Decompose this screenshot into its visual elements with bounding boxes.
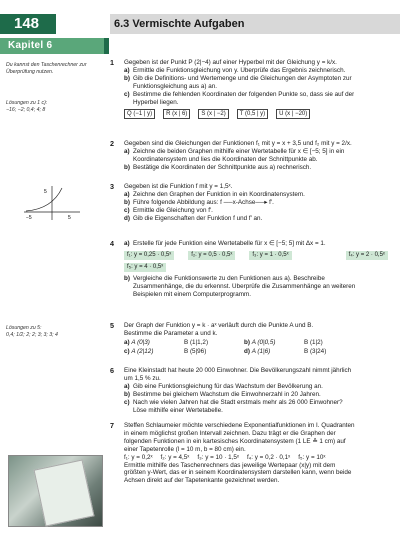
point-box: R (x | 6) — [163, 109, 190, 119]
page-header — [0, 0, 400, 36]
task-intro: Gegeben sind die Gleichungen der Funktionen f₁ mit y = x + 3,5 und f₂ mit y = 2/x. — [124, 140, 352, 147]
solutions-1c: −16; −2; 0,4; 4; 8 — [6, 107, 46, 113]
answer-row: a) A (0|3) B (1|1,2) b) A (0|0,5) B (1|2) — [124, 338, 323, 346]
subtask-a: Erstelle für jede Funktion eine Wertetabelle für x ∈ [−5; 5] mit Δx = 1. — [133, 240, 326, 247]
task-number: 6 — [110, 366, 114, 375]
task-text: größten y-Wert, das er in seinem Koordinatensystem darstellen kann, wenn beide — [124, 469, 352, 477]
task-6: 6 Eine Kleinstadt hat heute 20 000 Einwohner. Die Bevölkerungszahl nimmt jährlich um 1,5 % zu. a) Gib eine Funktionsgleichung für das Wachstum der Bevölkerung an. b) Bestimme bei gleichem Wachstum die Einwohnerzahl in 20 Jahren. c) Nach wie vielen Jahren hat die Stadt erstmals mehr als 26 000 Einwohner? Löse mithilfe einer Wertetabelle. — [110, 367, 398, 414]
task-number: 5 — [110, 321, 114, 330]
subtask-a: Zeichne den Graphen der Funktion in ein Koordinatensystem. — [133, 190, 305, 198]
coordinate-sketch — [22, 182, 82, 222]
subtask-b: Führe folgende Abbildung aus: f ──x-Achse──▸ f′. — [133, 198, 274, 206]
subtask-c-cont: Löse mithilfe einer Wertetabelle. — [133, 406, 223, 414]
subtask-b: Gib die Definitions- und Wertemenge und die Gleichungen der Asymptoten zur — [133, 74, 352, 82]
chapter-label: Kapitel 6 — [0, 38, 104, 54]
function-item: f₃: y = 10 · 1,5ˣ — [197, 453, 239, 461]
task-5 — [110, 322, 398, 356]
task-intro: Der Graph der Funktion y = k · aˣ verläuft durch die Punkte A und B. — [124, 322, 314, 329]
function-item: f₂: y = 4,5ˣ — [160, 453, 190, 461]
function-item: f₄: y = 0,2 · 0,1ˣ — [246, 453, 291, 461]
task-intro: Eine Kleinstadt hat heute 20 000 Einwohner. Die Bevölkerungszahl nimmt jährlich — [124, 367, 352, 374]
function-box: f₃: y = 1 · 0,5ˣ — [249, 251, 291, 260]
function-list — [124, 454, 398, 462]
task-text: einer Tapetenrolle (l = 10 m, b = 80 cm) ein. — [124, 445, 246, 453]
task-7 — [110, 422, 398, 485]
task-text: folgenden Funktionen in ein kartesisches Koordinatensystem (1 LE ≙ 1 cm) auf — [124, 437, 346, 445]
axis-label-minus5: −5 — [26, 215, 32, 221]
solutions-5: 0,4; 1/2; 2; 2; 3; 3; 3; 4 — [6, 332, 58, 338]
hint-calculator: Du kannst den Taschenrechner zur Überprüfung nutzen. — [6, 62, 87, 75]
chapter-accent-bar — [104, 38, 109, 54]
wallpaper-photo — [8, 455, 103, 527]
subtask-b: Bestimme bei gleichem Wachstum die Einwohnerzahl in 20 Jahren. — [133, 390, 321, 398]
subtask-b-cont: Funktionsgleichung aus a) an. — [133, 82, 218, 90]
subtask-a: Gib eine Funktionsgleichung für das Wachstum der Bevölkerung an. — [133, 382, 323, 390]
function-box: f₂: y = 0,5 · 0,5ˣ — [188, 251, 235, 260]
task-number: 2 — [110, 139, 114, 148]
solutions-1c-title: Lösungen zu 1 c): — [6, 100, 48, 106]
point-boxes — [124, 109, 398, 119]
function-item: f₁: y = 0,2ˣ — [124, 453, 153, 461]
task-intro: Gegeben ist die Funktion f mit y = 1,5ˣ. — [124, 183, 233, 190]
subtask-a: Ermittle die Funktionsgleichung von y. Überprüfe das Ergebnis zeichnerisch. — [133, 66, 346, 74]
task-number: 4 — [110, 239, 114, 248]
subtask-a: Zeichne die beiden Graphen mithilfe einer Wertetabelle für x ∈ [−5; 5] in ein — [133, 147, 345, 155]
function-boxes — [124, 251, 394, 272]
subtask-b-cont: Beispielen mit einem Computerprogramm. — [133, 290, 251, 298]
task-number: 3 — [110, 182, 114, 191]
answer-row: c) A (2|12) B (5|96) d) A (1|6) B (3|24) — [124, 347, 327, 355]
function-box: f₅: y = 4 · 0,5ˣ — [124, 263, 166, 272]
subtask-d: Gib die Eigenschaften der Funktion f und f′ an. — [133, 214, 263, 222]
subtask-b-cont: Zusammenhänge, die du erkennst. Überprüfe die Zusammenhänge an weiteren — [133, 282, 356, 290]
subtask-b: Bestätige die Koordinaten der Schnittpunkte aus a) rechnerisch. — [133, 163, 312, 171]
solutions-5-title: Lösungen zu 5: — [6, 325, 42, 331]
point-box: Q (−1 | y) — [124, 109, 155, 119]
task-intro-cont: Bestimme die Parameter a und k. — [124, 329, 218, 337]
task-text: Steffen Schlaumeier möchte verschiedene Exponentialfunktionen im I. Quadranten — [124, 422, 355, 429]
task-number: 7 — [110, 421, 114, 430]
axis-label-5: 5 — [44, 189, 47, 195]
subtask-b: Vergleiche die Funktionswerte zu den Funktionen aus a). Beschreibe — [133, 274, 325, 282]
page-number: 148 — [0, 14, 56, 34]
subtask-c: Ermittle die Gleichung von f′. — [133, 206, 213, 214]
function-box: f₁: y = 0,25 · 0,5ˣ — [124, 251, 174, 260]
task-4: 4 a) Erstelle für jede Funktion eine Wertetabelle für x ∈ [−5; 5] mit Δx = 1. f₁: y = 0,25 · 0,5ˣ f₂: y = 0,5 · 0,5ˣ f₃: y = 1 · 0,5ˣ f₄: y = 2 · 0,5ˣ f₅: y = 4 · 0,5ˣ b) Vergleiche die Funktionswerte zu den Funktionen aus a). Beschreibe Zusammenhänge, die du erkennst. Überprüfe die Zusammenhänge an weiteren Beispielen mit einem Computerprogramm. — [110, 240, 398, 299]
task-3: 3 Gegeben ist die Funktion f mit y = 1,5ˣ. a) Zeichne den Graphen der Funktion in ein Koordinatensystem. b) Führe folgende Abbildung aus: f ──x-Achse──▸ f′. c) Ermittle die Gleichung von f′. d) Gib die Eigenschaften der Funktion f und f′ an. — [110, 183, 398, 223]
subtask-c-cont: Hyperbel liegen. — [133, 98, 179, 106]
subtask-c: Bestimme die fehlenden Koordinaten der folgenden Punkte so, dass sie auf der — [133, 90, 355, 98]
task-text: Achsen direkt auf der Tapetenkante gezeichnet werden. — [124, 477, 280, 485]
function-box: f₄: y = 2 · 0,5ˣ — [346, 251, 388, 260]
task-2: 2 Gegeben sind die Gleichungen der Funktionen f₁ mit y = x + 3,5 und f₂ mit y = 2/x. a) Zeichne die beiden Graphen mithilfe einer Wertetabelle für x ∈ [−5; 5] in ein Koordinatensystem und lies die Koordinaten der Schnittpunkte ab. b) Bestätige die Koordinaten der Schnittpunkte aus a) rechnerisch. — [110, 140, 398, 172]
function-item: f₅: y = 10ˣ — [298, 453, 326, 461]
axis-label-5-x: 5 — [68, 215, 71, 221]
point-box: U (x | −20) — [276, 109, 310, 119]
task-intro: Gegeben ist der Punkt P (2|−4) auf einer Hyperbel mit der Gleichung y = k/x. — [124, 59, 337, 66]
point-box: S (x | −2) — [198, 109, 228, 119]
subtask-a-cont: Koordinatensystem und lies die Koordinaten der Schnittpunkte ab. — [133, 155, 318, 163]
task-1: 1 Gegeben ist der Punkt P (2|−4) auf einer Hyperbel mit der Gleichung y = k/x. a) Ermittle die Funktionsgleichung von y. Überprüfe das Ergebnis zeichnerisch. b) Gib die Definitions- und Wertemenge und die Gleichungen der Asymptoten zur Funktionsgleichung aus a) an. c) Bestimme die fehlenden Koordinaten der folgenden Punkte so, dass sie auf der Hyperbel liegen. Q (−1 | y) R (x | 6) S (x | −2) T (0,5 | y) U (x | −20) — [110, 59, 398, 121]
task-text: in einem möglichst großen Intervall zeichnen. Dazu trägt er die Graphen der — [124, 429, 336, 437]
subtask-c: Nach wie vielen Jahren hat die Stadt erstmals mehr als 26 000 Einwohner? — [133, 398, 343, 406]
section-title: 6.3 Vermischte Aufgaben — [110, 14, 400, 34]
point-box: T (0,5 | y) — [237, 109, 268, 119]
task-text: Ermittle mithilfe des Taschenrechners das jeweilige Wertepaar (x|y) mit dem — [124, 461, 336, 469]
task-intro-cont: um 1,5 % zu. — [124, 374, 161, 382]
task-number: 1 — [110, 58, 114, 67]
